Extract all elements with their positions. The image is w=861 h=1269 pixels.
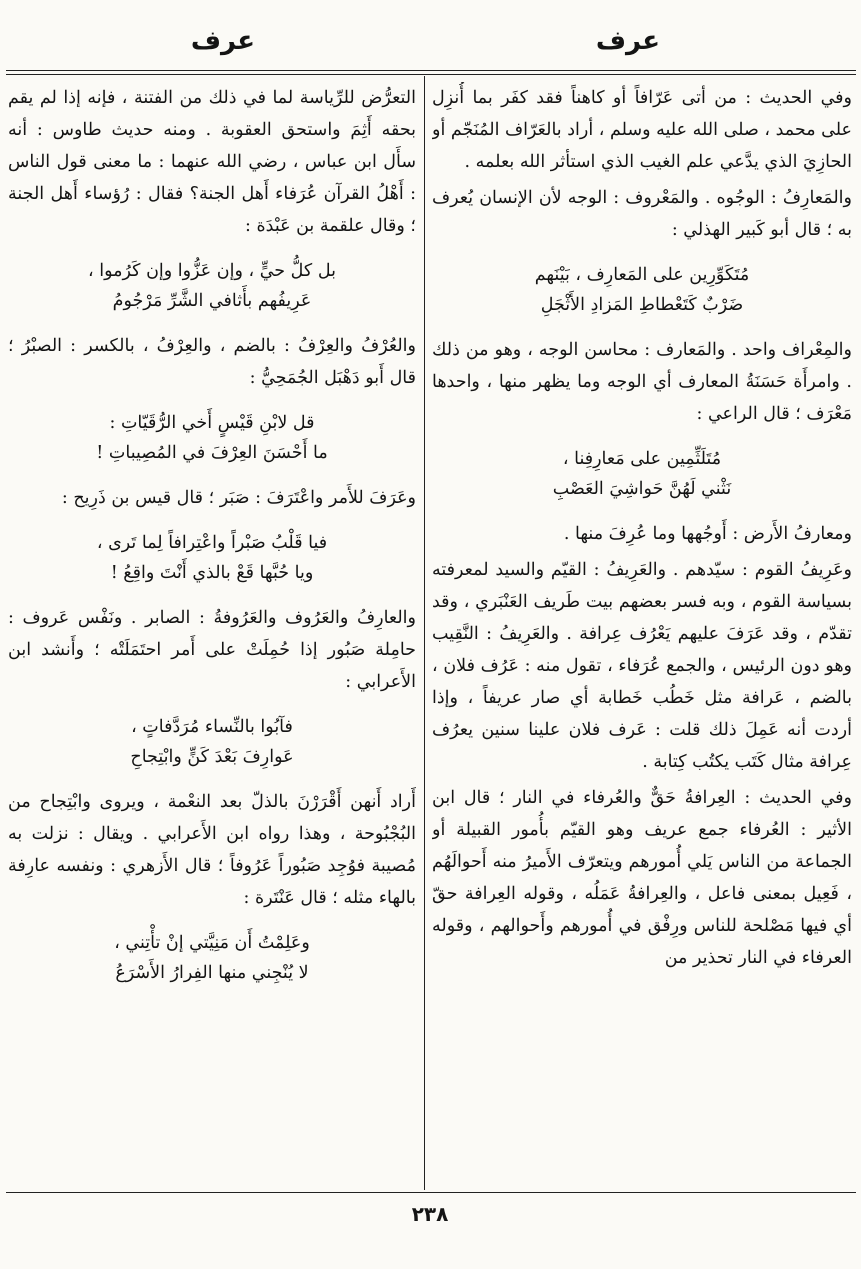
verse (432, 260, 852, 320)
verse-line: مُتَلَثِّمِين على مَعارِفِنا ، (562, 449, 722, 469)
verse (8, 928, 416, 988)
verse-line: نَثْني لَهُنَّ حَواشِيَ العَصْبِ (552, 479, 732, 499)
column-divider (424, 76, 425, 1190)
paragraph: ومعارفُ الأَرض : أَوجُهها وما عُرِفَ منها . (563, 524, 852, 544)
paragraph: وعَرِيفُ القوم : سيّدهم . والعَرِيفُ : القيّم والسيد لمعرفته بسياسة القوم ، وبه فسر بعضهم بيت طَريف العَنْبَري ، وقد تقدّم ، وقد عَرَفَ عليهم يَعْرُف عِرافة . والعَرِيفُ : النَّقِيب وهو دون الرئيس ، والجمع عُرَفاء ، تقول منه : عَرُف فلان ، بالضم ، عَرافة مثل خَطُب خَطابة أي صار عريفاً ، وإذا أردت أنه عَمِلَ ذلك قلت : عَرف فلان علينا سنين يعرُف عِرافة مثال كَتَب يكتُب كِتابة . (432, 560, 852, 772)
paragraph: وعَرَفَ للأَمر واعْتَرَفَ : صَبَر ؛ قال قيس بن ذَرِيح : (61, 488, 416, 508)
verse-line: ضَرْبٌ كَتَعْطاطِ المَزادِ الأَثْجَلِ (540, 295, 744, 315)
verse (432, 444, 852, 504)
header-root-word-right: عرف (595, 26, 660, 56)
page-number: ٢٣٨ (411, 1202, 449, 1226)
verse-line: ويا حُبَّها قَعْ بالذي أَنْتَ واقِعُ ! (110, 563, 314, 583)
header-root-word-left: عرف (190, 26, 255, 56)
paragraph: والمَعارِفُ : الوجُوه . والمَعْروف : الوجه لأن الإنسان يُعرف به ؛ قال أبو كَبير الهذلي : (432, 188, 852, 240)
paragraph: والعارِفُ والعَرُوف والعَرُوفةُ : الصابر . ونَفْس عَروف : حامِلة صَبُور إذا حُمِلَتْ على أَمر احتَمَلَتْه ؛ وأَنشد ابن الأَعرابي : (8, 608, 416, 692)
verse-line: عَوارِفَ بَعْدَ كَنٍّ وابْتِجاحِ (130, 747, 294, 767)
page-header (0, 22, 861, 62)
left-column (8, 82, 416, 1188)
verse-line: عَرِيفُهم بأَثافي الشَّرِّ مَرْجُومُ (112, 291, 312, 311)
paragraph: وفي الحديث : من أتى عَرّافاً أو كاهناً فقد كفَر بما أُنزِل على محمد ، صلى الله عليه وسلم ، أراد بالعَرّاف المُنَجّم أو الحازِيَ الذي يدَّعي علم الغيب الذي استأثر الله بعلمه . (432, 88, 852, 172)
verse (8, 712, 416, 772)
paragraph: والعُرْفُ والعِرْفُ : بالضم ، والعِرْفُ ، بالكسر : الصبْرُ ؛ قال أَبو دَهْبَل الجُمَحِيُّ : (8, 336, 416, 388)
top-rule-thin (6, 74, 856, 75)
paragraph: والمِعْراف واحد . والمَعارف : محاسن الوجه ، وهو من ذلك . وامرأَة حَسَنَةُ المعارف أي الوجه وما يظهر منها ، واحدها مَعْرَف ؛ قال الراعي : (432, 340, 852, 424)
verse (8, 528, 416, 588)
bottom-rule (6, 1192, 856, 1193)
paragraph: أَراد أَنهن أَقْرَرْنَ بالذلّ بعد النعْمة ، ويروى وابْتِجاح من البُجْبُوحة ، وهذا رواه ابن الأَعرابي . ويقال : نزلت به مُصيبة فوُجِد صَبُوراً عَرُوفاً ؛ قال الأَزهري : ونفسه عارِفة بالهاء مثله ؛ قال عَنْتَرة : (8, 792, 416, 908)
verse-line: فآبُوا بالنِّساء مُرَدَّفاتٍ ، (131, 717, 293, 737)
verse-line: فيا قَلْبُ صَبْراً واعْتِرافاً لِما تَرى ، (96, 533, 328, 553)
paragraph: التعرُّض للرِّياسة لما في ذلك من الفتنة ، فإنه إذا لم يقم بحقه أَثِمَ واستحق العقوبة . ومنه حديث طاوس : أنه سأَل ابن عباس ، رضي الله عنهما : ما معنى قول الناس : أَهْلُ القرآن عُرَفاء أَهل الجنة؟ فقال : رُؤساء أَهل الجنة ؛ وقال علقمة بن عَبْدَة : (8, 88, 416, 236)
verse-line: قل لابْنِ قَيْسٍ أَخي الرُّقَيّاتِ : (109, 413, 315, 433)
top-rule (6, 70, 856, 71)
verse-line: لا يُنْجِني منها الفِرارُ الأَسْرَعُ (115, 963, 309, 983)
right-column (432, 82, 852, 1188)
verse (8, 256, 416, 316)
paragraph: وفي الحديث : العِرافةُ حَقٌّ والعُرفاء في النار ؛ قال ابن الأثير : العُرفاء جمع عريف وهو القيّم بأُمور القبيلة أو الجماعة من الناس يَلي أُمورهم ويتعرّف الأَميرُ منه أَحوالَهُم ، فَعِيل بمعنى فاعل ، والعِرافةُ عَمَلُه ، وقوله العِرافة حقّ أي فيها مَصْلحة للناس ورِفْق في أُمورهم وأَحوالهم ، وقوله العرفاء في النار تحذير من (432, 788, 852, 968)
verse-line: وعَلِمْتُ أَن مَنِيَّتي إنْ تأْتِني ، (114, 933, 310, 953)
verse (8, 408, 416, 468)
verse-line: ما أَحْسَنَ العِرْفَ في المُصِيباتِ ! (96, 443, 328, 463)
verse-line: مُتَكَوِّرِين على المَعارِف ، بَيْنَهم (534, 265, 750, 285)
verse-line: بل كلُّ حيٍّ ، وإن عَزُّوا وإن كَرُموا ، (88, 261, 336, 281)
